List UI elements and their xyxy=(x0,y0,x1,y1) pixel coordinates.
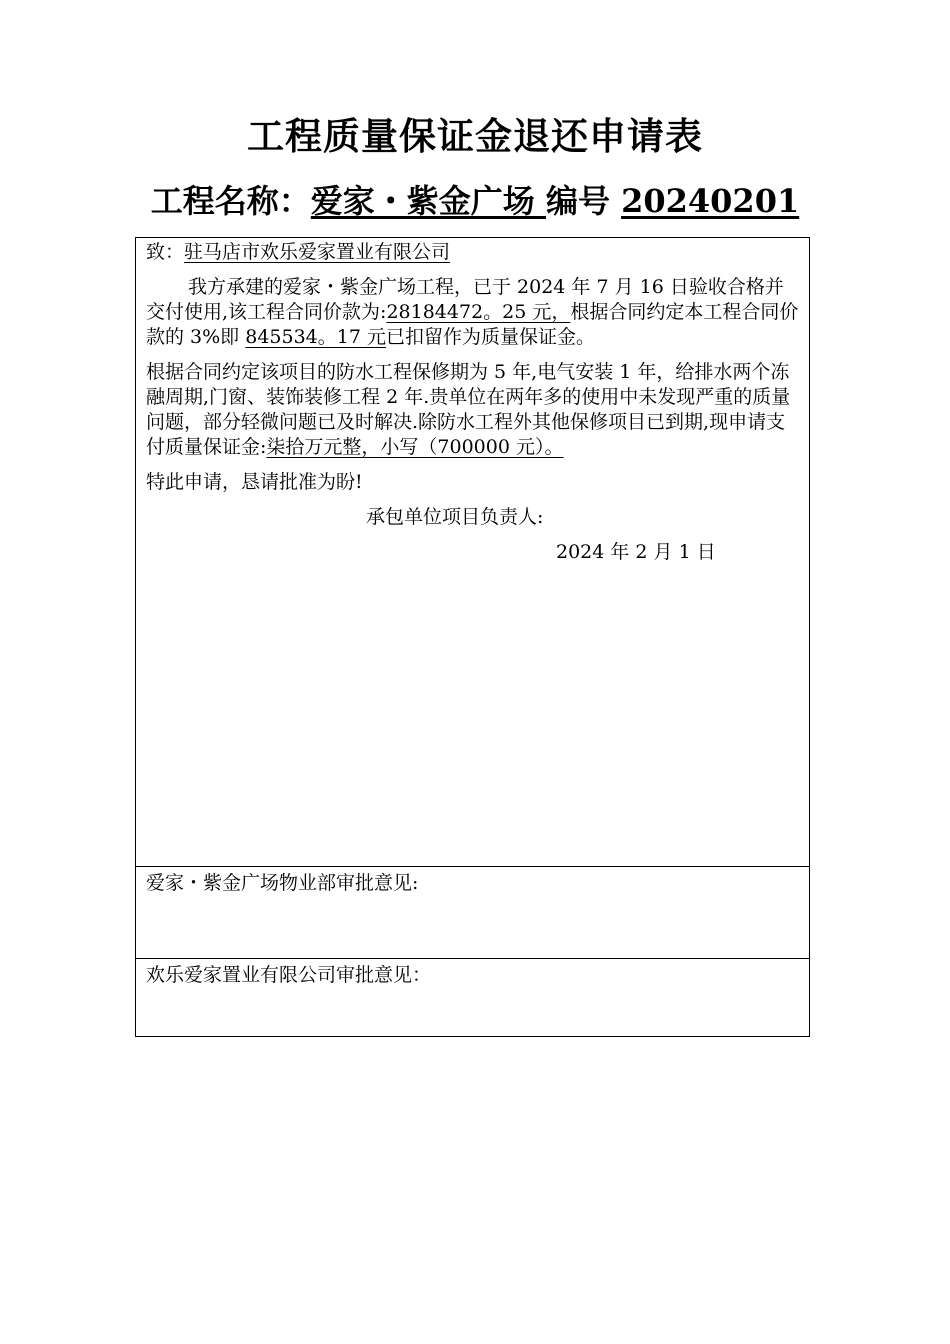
project-number-label: 编号 xyxy=(545,182,610,220)
contract-amount: 28184472。25 元， xyxy=(386,301,571,323)
project-name: 爱家・紫金广场 xyxy=(310,182,546,220)
paragraph-contract-text-2: 根据合同约定本工程合同价款的 3%即 xyxy=(146,301,799,348)
paragraph-warranty-text: 根据合同约定该项目的防水工程保修期为 5 年,电气安装 1 年，给排水两个冻融周期,门窗、装饰装修工程 2 年.贵单位在两年多的使用中未发现严重的质量问题，部分轻微问题已及时解决.除防水工程外其他保修项目已到期,现申请支付质量保证金: xyxy=(146,361,791,458)
application-date: 2024 年 2 月 1 日 xyxy=(556,541,716,563)
property-dept-approval-cell xyxy=(136,867,809,959)
project-header xyxy=(0,178,950,224)
closing-line: 特此申请，恳请批准为盼! xyxy=(146,471,363,493)
recipient-name: 驻马店市欢乐爱家置业有限公司 xyxy=(184,241,451,263)
paragraph-contract-text-3: 已扣留作为质量保证金。 xyxy=(385,326,595,348)
application-content-cell xyxy=(136,238,809,867)
paragraph-contract-text-1: 我方承建的爱家・紫金广场工程，已于 2024 年 7 月 16 日验收合格并交付使用,该工程合同价款为: xyxy=(146,276,784,323)
form-title: 工程质量保证金退还申请表 xyxy=(247,114,703,158)
payment-amount: 柒拾万元整，小写（700000 元）。 xyxy=(266,436,564,458)
recipient-line xyxy=(146,240,799,265)
property-dept-approval-label: 爱家・紫金广场物业部审批意见: xyxy=(146,872,419,894)
signatory-line: 承包单位项目负责人: xyxy=(366,506,544,528)
company-approval-cell xyxy=(136,959,809,1036)
project-name-label: 工程名称： xyxy=(150,182,311,220)
company-approval-label: 欢乐爱家置业有限公司审批意见： xyxy=(146,964,432,986)
paragraph-contract xyxy=(146,275,799,350)
retention-amount: 845534。17 元 xyxy=(245,326,386,348)
paragraph-warranty xyxy=(146,360,799,460)
application-form xyxy=(135,237,810,1037)
project-number: 20240201 xyxy=(621,182,800,220)
recipient-label: 致： xyxy=(146,241,185,263)
